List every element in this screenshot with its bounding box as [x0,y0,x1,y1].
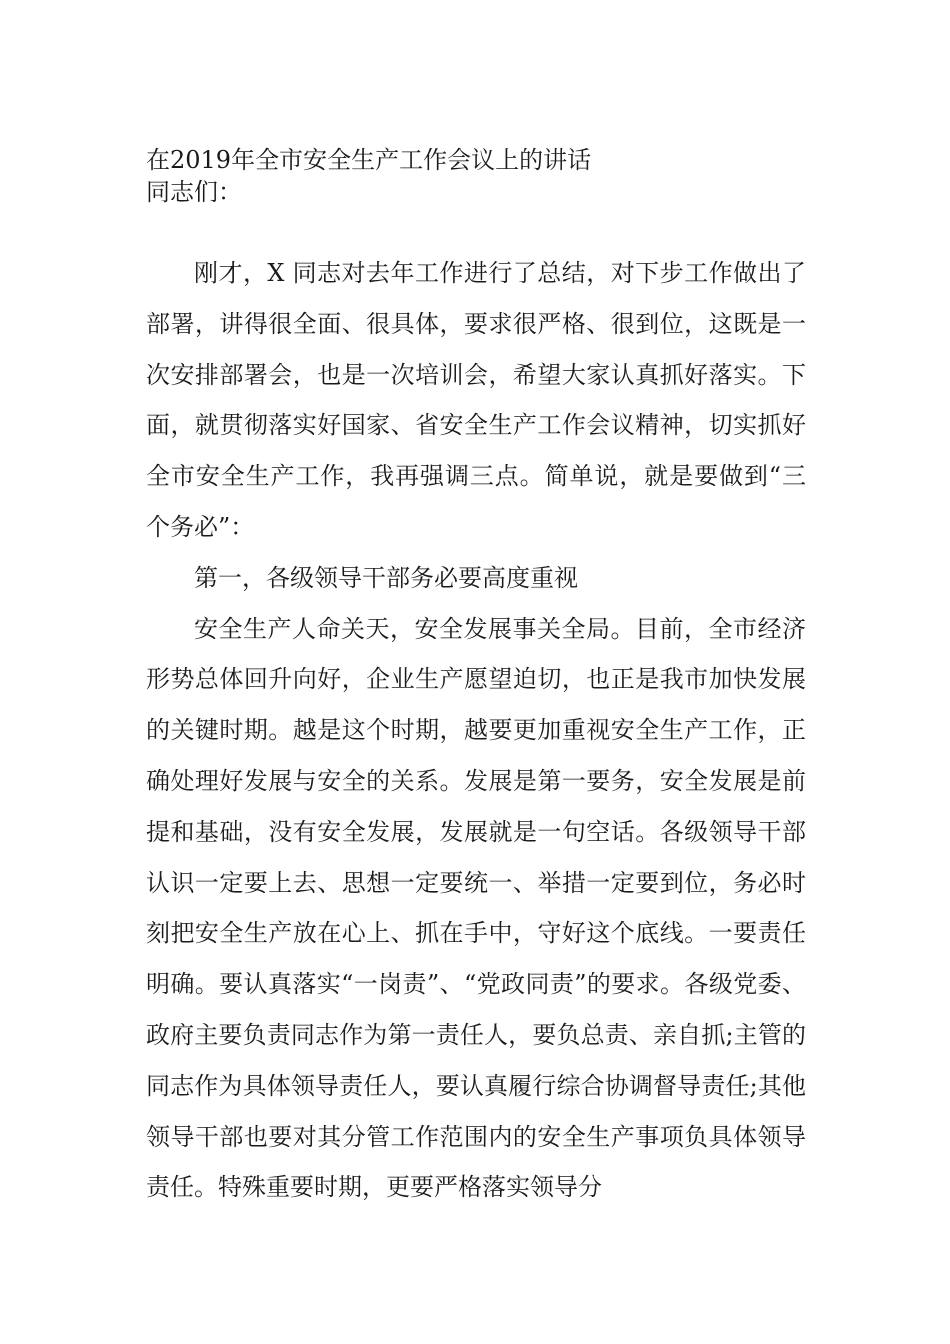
section-heading: 第一，各级领导干部务必要高度重视 [194,563,578,592]
greeting: 同志们： [146,178,242,206]
paragraph: 安全生产人命关天，安全发展事关全局。目前，全市经济形势总体回升向好，企业生产愿望迫切，也正是我市加快发展的关键时期。越是这个时期，越要更加重视安全生产工作，正确处理好发展与安全的关系。发展是第一要务，安全发展是前提和基础，没有安全发展，发展就是一句空话。各级领导干部认识一定要上去、思想一定要统一、举措一定要到位，务必时刻把安全生产放在心上、抓在手中，守好这个底线。一要责任明确。要认真落实“一岗责”、“党政同责”的要求。各级党委、政府主要负责同志作为第一责任人，要负总责、亲自抓;主管的同志作为具体领导责任人，要认真履行综合协调督导责任;其他领导干部也要对其分管工作范围内的安全生产事项负具体领导责任。特殊重要时期，更要严格落实领导分 [146,614,806,1202]
document-body [146,248,806,1213]
paragraph: 刚才，X 同志对去年工作进行了总结，对下步工作做出了部署，讲得很全面、很具体，要求很严格、很到位，这既是一次安排部署会，也是一次培训会，希望大家认真抓好落实。下面，就贯彻落实好国家、省安全生产工作会议精神，切实抓好全市安全生产工作，我再强调三点。简单说，就是要做到“三个务必”： [146,259,806,541]
document-title: 在2019年全市安全生产工作会议上的讲话 [146,146,592,174]
